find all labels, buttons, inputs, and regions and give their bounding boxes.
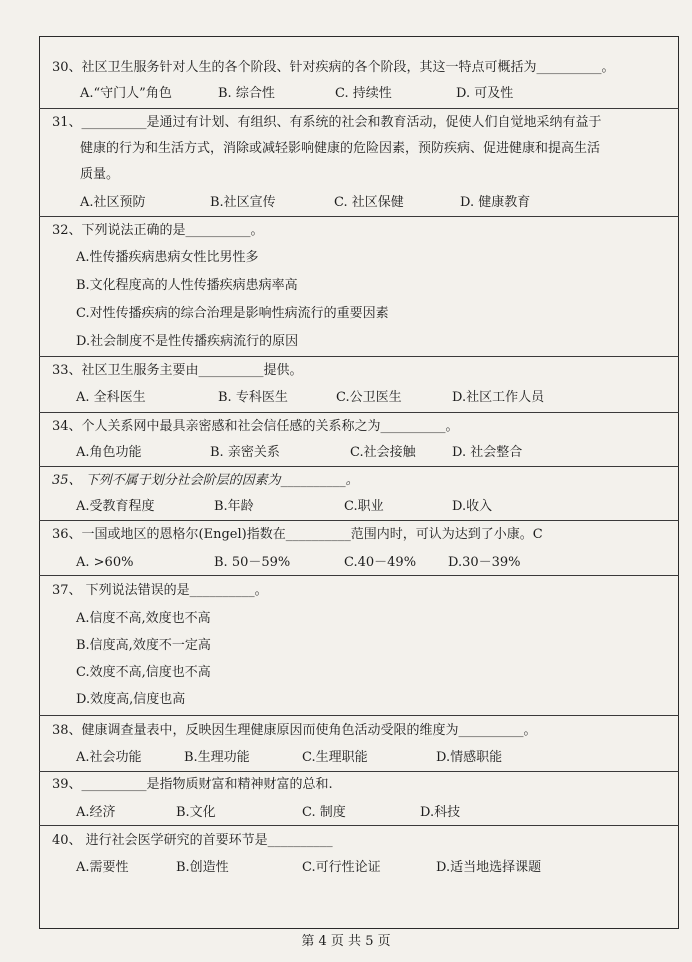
question-30-option-a: A.“守门人”角色 (80, 86, 172, 101)
question-38-option-c: C.生理职能 (302, 750, 368, 765)
question-40-stem: 40、 进行社会医学研究的首要环节是__________ (52, 833, 333, 848)
question-35-option-a: A.受教育程度 (76, 499, 155, 514)
question-39-stem: 39、__________是指物质财富和精神财富的总和. (52, 777, 333, 792)
question-35-option-d: D.收入 (452, 499, 493, 514)
question-39-option-c: C. 制度 (302, 805, 346, 820)
question-33-option-d: D.社区工作人员 (452, 390, 545, 405)
question-33-option-b: B. 专科医生 (218, 390, 288, 405)
question-40-option-c: C.可行性论证 (302, 860, 381, 875)
question-38-option-a: A.社会功能 (76, 750, 142, 765)
question-31-option-a: A.社区预防 (80, 195, 146, 210)
question-36-option-d: D.30－39% (448, 555, 521, 570)
question-37-stem: 37、 下列说法错误的是__________。 (52, 583, 268, 598)
question-32-stem: 32、下列说法正确的是__________。 (52, 223, 264, 238)
divider (39, 575, 679, 576)
question-34-option-c: C.社会接触 (350, 445, 416, 460)
question-40-option-b: B.创造性 (176, 860, 229, 875)
divider (39, 466, 679, 467)
question-35-option-b: B.年龄 (214, 499, 254, 514)
question-39-option-b: B.文化 (176, 805, 216, 820)
divider (39, 520, 679, 521)
question-31-option-c: C. 社区保健 (334, 195, 404, 210)
question-31-stem-line-1: 31、__________是通过有计划、有组织、有系统的社会和教育活动，促使人们自觉地采纳有益于 (52, 115, 602, 130)
question-31-stem-line-3: 质量。 (80, 167, 120, 182)
question-30-option-d: D. 可及性 (456, 86, 514, 101)
divider (39, 216, 679, 217)
question-36-stem: 36、一国或地区的恩格尔(Engel)指数在__________范围内时，可认为达到了小康。C (52, 527, 543, 542)
question-37-option-d: D.效度高,信度也高 (76, 692, 186, 707)
question-34-stem: 34、个人关系网中最具亲密感和社会信任感的关系称之为__________。 (52, 419, 459, 434)
question-32-option-c: C.对性传播疾病的综合治理是影响性病流行的重要因素 (76, 306, 389, 321)
question-32-option-a: A.性传播疾病患病女性比男性多 (76, 250, 259, 265)
question-31-option-d: D. 健康教育 (460, 195, 531, 210)
page-footer: 第 4 页 共 5 页 (301, 934, 391, 949)
question-36-option-b: B. 50－59% (214, 555, 291, 570)
question-36-option-c: C.40－49% (344, 555, 417, 570)
question-31-option-b: B.社区宣传 (210, 195, 276, 210)
question-38-stem: 38、健康调查量表中，反映因生理健康原因而使角色活动受限的维度为__________。 (52, 723, 537, 738)
question-31-stem-line-2: 健康的行为和生活方式，消除或减轻影响健康的危险因素，预防疾病、促进健康和提高生活 (80, 141, 601, 156)
question-30-stem: 30、社区卫生服务针对人生的各个阶段、针对疾病的各个阶段，其这一特点可概括为__________。 (52, 60, 615, 75)
question-32-option-b: B.文化程度高的人性传播疾病患病率高 (76, 278, 298, 293)
question-33-stem: 33、社区卫生服务主要由__________提供。 (52, 363, 303, 378)
question-39-option-d: D.科技 (420, 805, 461, 820)
question-34-option-d: D. 社会整合 (452, 445, 523, 460)
divider (39, 356, 679, 357)
question-33-option-c: C.公卫医生 (336, 390, 402, 405)
question-37-option-b: B.信度高,效度不一定高 (76, 638, 211, 653)
divider (39, 715, 679, 716)
question-34-option-b: B. 亲密关系 (210, 445, 280, 460)
question-38-option-d: D.情感职能 (436, 750, 503, 765)
question-37-option-c: C.效度不高,信度也不高 (76, 665, 211, 680)
question-36-option-a: A. >60% (76, 555, 134, 570)
question-30-option-c: C. 持续性 (335, 86, 392, 101)
question-33-option-a: A. 全科医生 (76, 390, 146, 405)
question-30-option-b: B. 综合性 (218, 86, 275, 101)
question-40-option-d: D.适当地选择课题 (436, 860, 542, 875)
question-39-option-a: A.经济 (76, 805, 116, 820)
question-40-option-a: A.需要性 (76, 860, 129, 875)
divider (39, 825, 679, 826)
question-37-option-a: A.信度不高,效度也不高 (76, 611, 211, 626)
question-35-option-c: C.职业 (344, 499, 384, 514)
divider (39, 108, 679, 109)
question-34-option-a: A.角色功能 (76, 445, 142, 460)
divider (39, 412, 679, 413)
question-35-stem: 35、 下列不属于划分社会阶层的因素为__________。 (52, 473, 359, 488)
question-38-option-b: B.生理功能 (184, 750, 250, 765)
question-32-option-d: D.社会制度不是性传播疾病流行的原因 (76, 334, 299, 349)
